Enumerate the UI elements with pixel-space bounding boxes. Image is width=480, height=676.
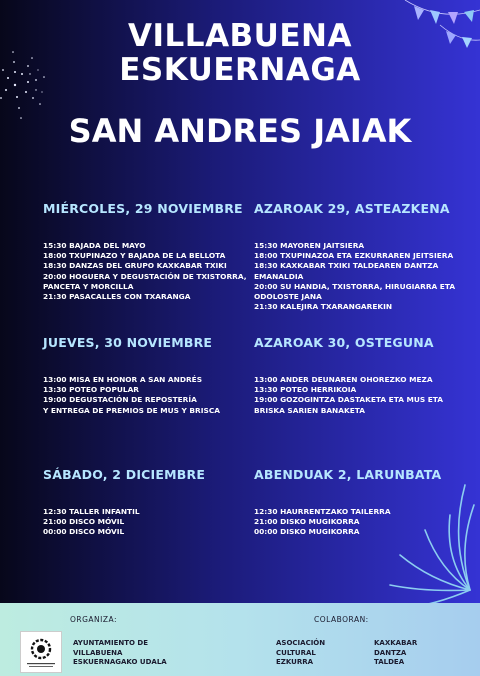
event-item: 15:30 MAYOREN JAITSIERA	[254, 241, 365, 250]
collaborator-line: KAXKABAR	[374, 639, 418, 647]
event-item: 18:30 KAXKABAR TXIKI TALDEAREN DANTZA	[254, 261, 439, 271]
day-block	[254, 467, 441, 538]
event-item: Y ENTREGA DE PREMIOS DE MUS Y BRISCA	[43, 405, 220, 415]
festival-title: SAN ANDRES JAIAK	[68, 112, 412, 150]
event-item: 00:00 DISKO MUGIKORRA	[254, 527, 360, 537]
organizer-name	[73, 639, 167, 668]
town-name-line2: ESKUERNAGA	[119, 52, 361, 88]
day-heading: SÁBADO, 2 DICIEMBRE	[43, 467, 206, 482]
organizer-line: AYUNTAMIENTO DE	[73, 639, 148, 647]
event-item: EMANALDIA	[254, 271, 304, 281]
colaboran-label: COLABORAN:	[314, 615, 369, 624]
event-item: 18:30 DANZAS DEL GRUPO KAXKABAR TXIKI	[43, 261, 227, 271]
collaborator-ezkurra	[276, 639, 325, 668]
event-item: 18:00 TXUPINAZO Y BAJADA DE LA BELLOTA	[43, 251, 226, 261]
collaborator-line: CULTURAL	[276, 648, 316, 657]
collaborator-line: ASOCIACIÓN	[276, 639, 326, 647]
event-list	[43, 507, 205, 538]
day-block	[254, 335, 443, 416]
organiza-label: ORGANIZA:	[70, 615, 118, 624]
day-heading: MIÉRCOLES, 29 NOVIEMBRE	[43, 201, 243, 216]
event-item: 20:00 HOGUERA Y DEGUSTACIÓN DE TXISTORRA,	[43, 271, 247, 281]
event-item: 12:30 TALLER INFANTIL	[43, 507, 140, 516]
event-item: 00:00 DISCO MÓVIL	[43, 527, 125, 537]
collaborator-line: EZKURRA	[276, 658, 314, 666]
collaborator-line: DANTZA	[374, 648, 407, 657]
event-item: 12:30 HAURRENTZAKO TAILERRA	[254, 507, 391, 516]
municipal-seal-icon	[20, 631, 62, 673]
event-list	[254, 241, 455, 312]
event-item: 21:30 KALEJIRA TXARANGAREKIN	[254, 302, 393, 312]
event-list	[254, 375, 443, 416]
event-item: PANCETA Y MORCILLA	[43, 281, 134, 291]
event-item: 21:30 PASACALLES CON TXARANGA	[43, 292, 191, 302]
sponsors-footer	[0, 603, 480, 676]
event-item: 18:00 TXUPINAZOA ETA EZKURRAREN JEITSIERA	[254, 251, 454, 261]
event-item: 19:00 GOZOGINTZA DASTAKETA ETA MUS ETA	[254, 395, 443, 405]
organizer-line: ESKUERNAGAKO UDALA	[73, 658, 167, 666]
town-name-line1: VILLABUENA	[128, 18, 352, 54]
event-item: 19:00 DEGUSTACIÓN DE REPOSTERÍA	[43, 395, 197, 405]
event-item: 13:00 ANDER DEUNAREN OHOREZKO MEZA	[254, 375, 433, 384]
collaborator-line: TALDEA	[374, 658, 405, 666]
event-item: BRISKA SARIEN BANAKETA	[254, 405, 365, 415]
event-list	[43, 375, 220, 416]
day-block	[43, 335, 220, 416]
collaborator-kaxkabar	[374, 639, 417, 668]
day-block	[43, 467, 205, 538]
day-heading: JUEVES, 30 NOVIEMBRE	[43, 335, 213, 350]
day-heading: AZAROAK 30, OSTEGUNA	[254, 335, 434, 350]
event-item: 13:30 POTEO POPULAR	[43, 385, 139, 395]
event-item: 20:00 SU HANDIA, TXISTORRA, HIRUGIARRA ETA	[254, 281, 456, 291]
event-item: 21:00 DISKO MUGIKORRA	[254, 517, 360, 527]
event-item: 21:00 DISCO MÓVIL	[43, 517, 125, 527]
day-heading: AZAROAK 29, ASTEAZKENA	[254, 201, 450, 216]
event-list	[254, 507, 441, 538]
event-item: 15:30 BAJADA DEL MAYO	[43, 241, 146, 250]
day-block	[254, 201, 455, 312]
organizer-line: VILLABUENA	[73, 648, 123, 657]
day-block	[43, 201, 247, 302]
event-item: 13:30 POTEO HERRIKOIA	[254, 385, 357, 395]
event-item: ODOLOSTE JANA	[254, 292, 322, 302]
day-heading: ABENDUAK 2, LARUNBATA	[254, 467, 442, 482]
event-list	[43, 241, 247, 302]
event-item: 13:00 MISA EN HONOR A SAN ANDRÉS	[43, 375, 203, 384]
